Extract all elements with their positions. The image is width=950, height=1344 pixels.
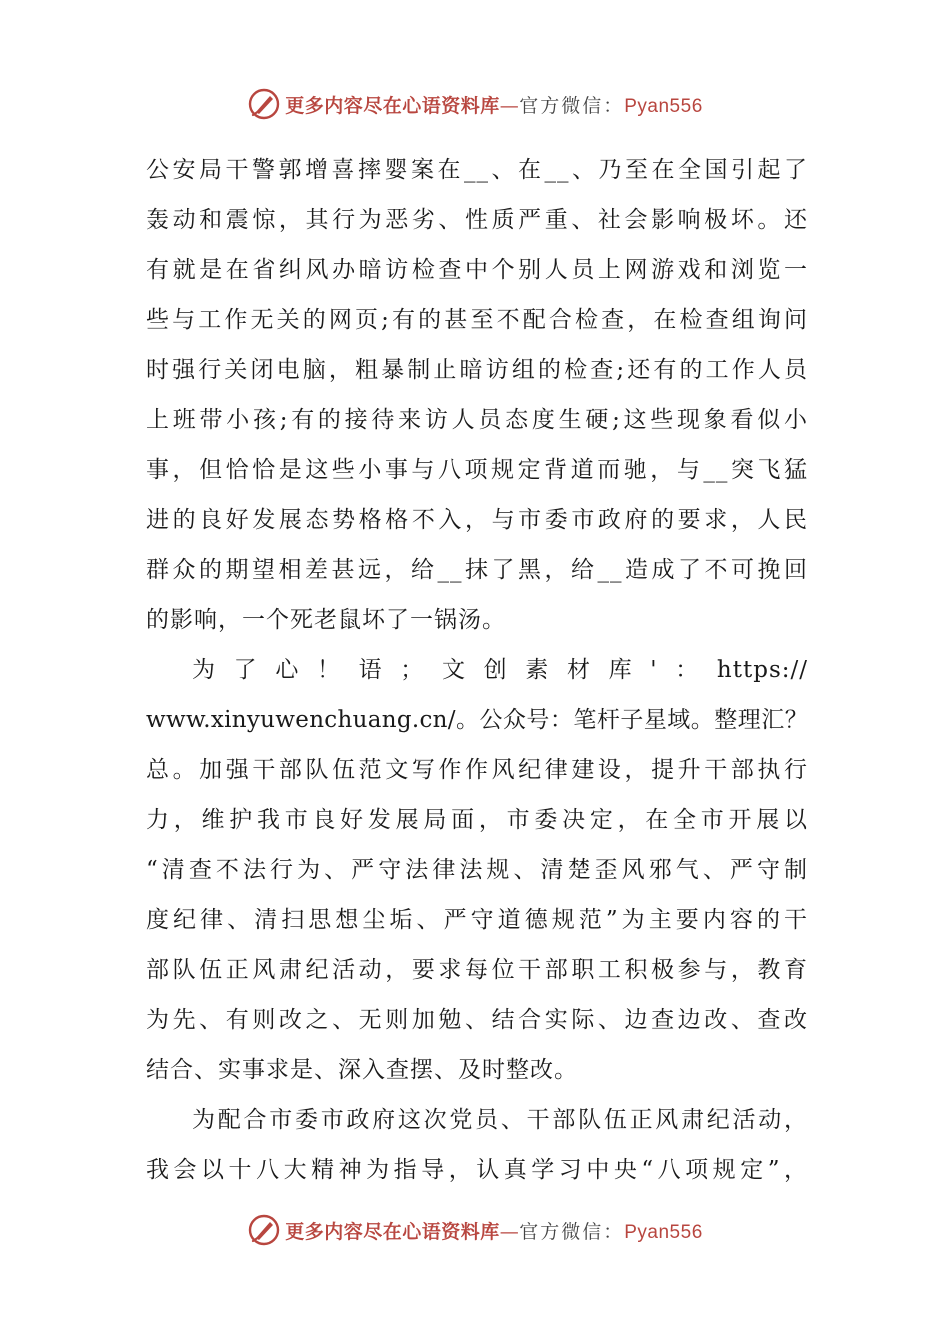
text-line: 部队伍正风肃纪活动，要求每位干部职工积极参与，教育 xyxy=(146,957,808,983)
text-line: 的影响，一个死老鼠坏了一锅汤。 xyxy=(146,607,506,633)
quill-logo-icon xyxy=(247,87,281,121)
text-line: 些与工作无关的网页;有的甚至不配合检查，在检查组询问 xyxy=(146,307,808,333)
text-line: 有就是在省纠风办暗访检查中个别人员上网游戏和浏览一 xyxy=(146,257,808,283)
text-line: 为先、有则改之、无则加勉、结合实际、边查边改、查改 xyxy=(146,1007,808,1033)
text-line: www.xinyuwenchuang.cn/。公众号：笔杆子星域。整理汇？ xyxy=(146,707,808,733)
text-line: 为配合市委市政府这次党员、干部队伍正风肃纪活动， xyxy=(192,1107,808,1133)
text-line: 总。加强干部队伍范文写作作风纪律建设，提升干部执行 xyxy=(146,757,808,783)
quill-logo-icon xyxy=(247,1213,281,1247)
header-banner xyxy=(0,82,950,126)
text-line: 进的良好发展态势格格不入，与市委市政府的要求，人民 xyxy=(146,507,808,533)
document-body xyxy=(146,145,808,1195)
text-line: “清查不法行为、严守法律法规、清楚歪风邪气、严守制 xyxy=(146,857,808,883)
banner-text: 更多内容尽在心语资料库—官方微信：Pyan556 xyxy=(285,1220,703,1243)
text-line: 群众的期望相差甚远，给__抹了黑，给__造成了不可挽回 xyxy=(146,557,808,583)
text-line: 为了心！语；文创素材库'：https:// xyxy=(192,657,808,683)
text-line: 轰动和震惊，其行为恶劣、性质严重、社会影响极坏。还 xyxy=(146,207,808,233)
text-line: 公安局干警郭增喜摔婴案在__、在__、乃至在全国引起了 xyxy=(146,157,808,183)
footer-banner xyxy=(0,1208,950,1252)
banner-text: 更多内容尽在心语资料库—官方微信：Pyan556 xyxy=(285,94,703,117)
text-line: 上班带小孩;有的接待来访人员态度生硬;这些现象看似小 xyxy=(146,407,808,433)
text-line: 我会以十八大精神为指导，认真学习中央“八项规定”， xyxy=(146,1157,808,1183)
text-line: 度纪律、清扫思想尘垢、严守道德规范”为主要内容的干 xyxy=(146,907,808,933)
text-line: 结合、实事求是、深入查摆、及时整改。 xyxy=(146,1057,578,1083)
text-line: 事，但恰恰是这些小事与八项规定背道而驰，与__突飞猛 xyxy=(146,457,808,483)
text-line: 力，维护我市良好发展局面，市委决定，在全市开展以 xyxy=(146,807,808,833)
text-line: 时强行关闭电脑，粗暴制止暗访组的检查;还有的工作人员 xyxy=(146,357,808,383)
